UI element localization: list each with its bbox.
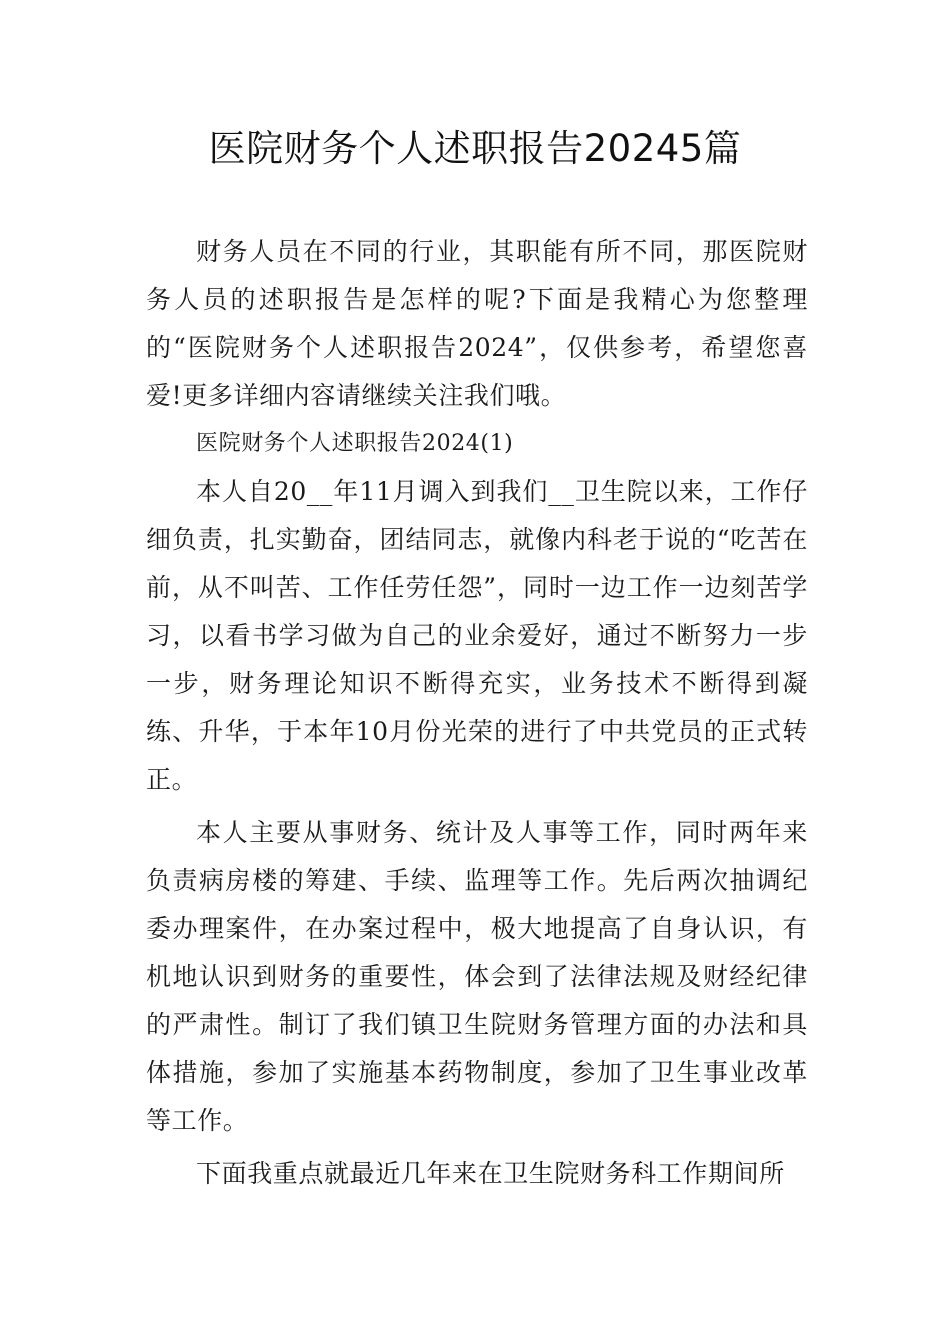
paragraph-intro: 财务人员在不同的行业，其职能有所不同，那医院财务人员的述职报告是怎样的呢?下面是我精心为您整理的“医院财务个人述职报告2024”，仅供参考，希望您喜爱!更多详细内容请继续关注我们哦。 xyxy=(146,237,808,410)
section-heading: 医院财务个人述职报告2024(1) xyxy=(196,431,514,456)
paragraph-background: 本人自20__年11月调入到我们__卫生院以来，工作仔细负责，扎实勤奋，团结同志，就像内科老于说的“吃苦在前，从不叫苦、工作任劳任怨”，同时一边工作一边刻苦学习，以看书学习做为自己的业余爱好，通过不断努力一步一步，财务理论知识不断得充实，业务技术不断得到凝练、升华，于本年10月份光荣的进行了中共党员的正式转正。 xyxy=(146,477,808,794)
document-body xyxy=(146,228,808,1198)
paragraph-continued: 下面我重点就最近几年来在卫生院财务科工作期间所 xyxy=(196,1159,785,1188)
document-title: 医院财务个人述职报告20245篇 xyxy=(208,127,742,170)
paragraph-duties: 本人主要从事财务、统计及人事等工作，同时两年来负责病房楼的筹建、手续、监理等工作。先后两次抽调纪委办理案件，在办案过程中，极大地提高了自身认识，有机地认识到财务的重要性，体会到了法律法规及财经纪律的严肃性。制订了我们镇卫生院财务管理方面的办法和具体措施，参加了实施基本药物制度，参加了卫生事业改革等工作。 xyxy=(146,818,808,1135)
